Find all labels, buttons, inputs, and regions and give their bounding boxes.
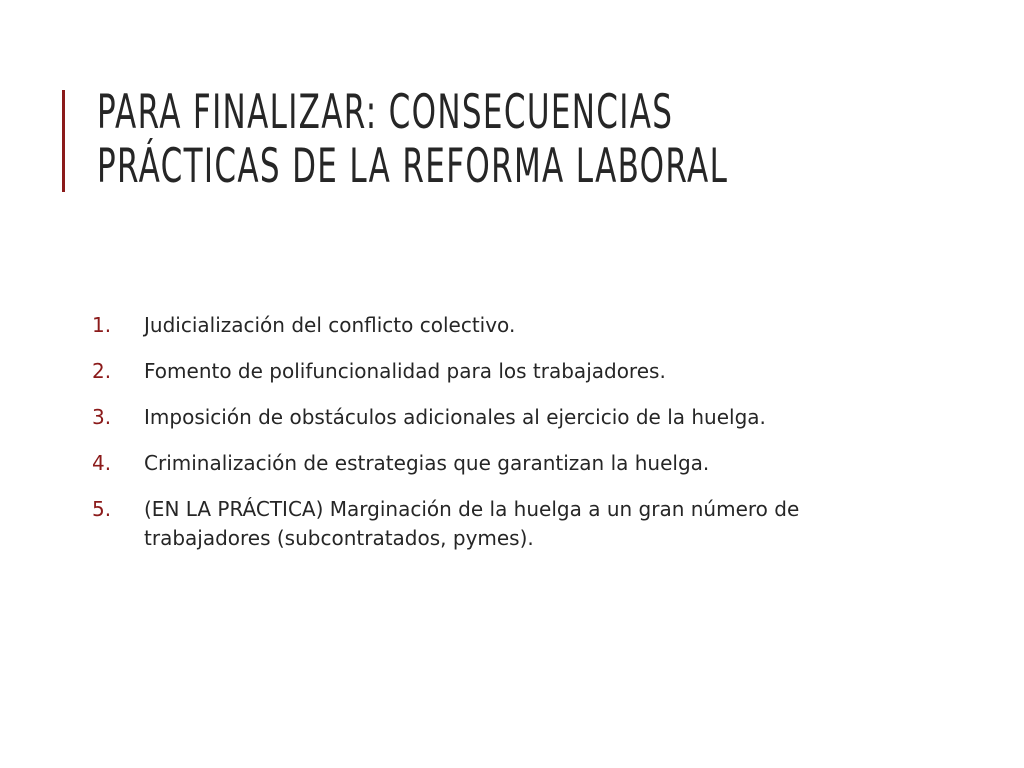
list-item-number: 4. <box>92 451 112 475</box>
list-item <box>92 357 922 386</box>
list-item-text: Fomento de polifuncionalidad para los trabajadores. <box>144 359 666 383</box>
list-item-text: Criminalización de estrategias que garantizan la huelga. <box>144 451 710 475</box>
list-item <box>92 449 922 478</box>
list-item <box>92 311 922 340</box>
list-item-text: (EN LA PRÁCTICA) Marginación de la huelga a un gran número de trabajadores (subcontratados, pymes). <box>144 497 800 550</box>
list-item-number: 1. <box>92 313 112 337</box>
slide-title <box>97 85 729 194</box>
list-item-text: Imposición de obstáculos adicionales al ejercicio de la huelga. <box>144 405 766 429</box>
list-item <box>92 403 922 432</box>
list-item-text: Judicialización del conflicto colectivo. <box>144 313 516 337</box>
list-item <box>92 495 922 553</box>
list-item-number: 5. <box>92 497 112 521</box>
title-accent-bar <box>62 90 65 192</box>
slide-title-line-2: PRÁCTICAS DE LA REFORMA LABORAL <box>97 139 729 194</box>
consequences-list <box>92 311 922 570</box>
slide-title-line-1: PARA FINALIZAR: CONSECUENCIAS <box>97 85 674 140</box>
list-item-number: 2. <box>92 359 112 383</box>
list-item-number: 3. <box>92 405 112 429</box>
